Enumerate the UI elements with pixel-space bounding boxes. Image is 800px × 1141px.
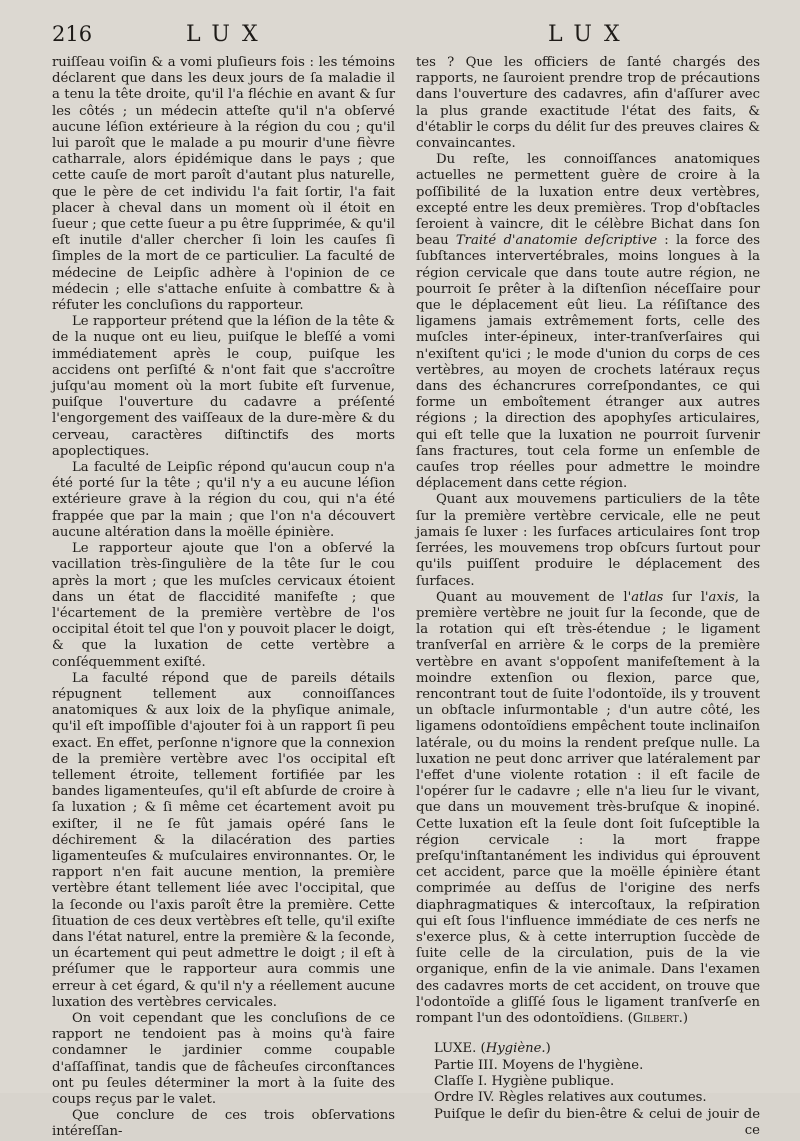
paragraph [416,590,760,1027]
paragraph: ruiſſeau voiſin & a vomi pluſieurs fois : les témoins déclarent que dans les deux jours de ſa maladie il a tenu la tête droite, qu'il l'a fléchie en avant & ſur les côtés ; un médecin atteſte qu'il n'a obſervé aucune léſion extérieure à la région du cou ; qu'il lui paroît que le malade a pu mourir d'une fièvre catharrale, alors épidémique dans le pays ; que cette cauſe de mort paroît d'autant plus naturelle, que le père de cet individu l'a fait ſortir, l'a fait placer à cheval dans un moment où il étoit en ſueur ; que cette ſueur a pu être ſupprimée, & qu'il eſt inutile d'aller chercher ſi loin les cauſes ſi ſimples de la mort de ce particulier. La faculté de médecine de Leipſic adhère à l'opinion de ce médecin ; elle s'attache enſuite à combattre & à réfuter les concluſions du rapporteur. [52,55,395,314]
text-run: ſur l' [663,589,709,605]
paragraph: Quant aux mouvemens particuliers de la tête ſur la première vertèbre cervicale, elle ne peut jamais ſe luxer : les ſurfaces articulaires ſont trop ſerrées, les mouvemens trop obſcurs ſurtout pour qu'ils puiſſent produire le déplacement des ſurfaces. [416,492,760,589]
term-atlas: atlas [631,589,664,605]
paragraph [416,152,760,492]
paragraph: Le rapporteur ajoute que l'on a obſervé la vacillation très-ſingulière de la tête ſur le cou après la mort ; que les muſcles cervicaux étoient dans un état de flaccidité manifeſte ; que l'écartement de la première vertèbre de l'os occipital étoit tel que l'on y pouvoit placer le doigt, & que la luxation de cette vertèbre a conſéquemment exiſté. [52,541,395,670]
entry-line: Puiſque le deſir du bien-être & celui de jouir de [434,1106,760,1122]
text-run: : la force des ſubſtances intervertébrales, moins longues à la région cervicale que dans toute autre région, ne pourroit ſe prêter à la diſtenſion néceſſaire pour que le déplacement eût lieu. La réſiſtance des ligamens jamais extrêmement forts, celle des muſcles inter-épineux, inter-tranſverſaires qui n'exiſtent qu'ici ; le mode d'union du corps de ces vertèbres, au moyen de crochets latéraux reçus dans des échancrures correſpondantes, ce qui forme un emboîtement étranger aux autres régions ; la direction des apophyſes articulaires, qui eſt telle que la luxation ne pourroit ſurvenir ſans fractures, tout cela forme un enſemble de cauſes trop réelles pour admettre le moindre déplacement dans cette région. [416,233,760,492]
paragraph: La faculté de Leipſic répond qu'aucun coup n'a été porté ſur la tête ; qu'il n'y a eu aucune léſion extérieure grave à la région du cou, qui n'a été frappée que par la main ; que l'on n'a découvert aucune altération dans la moëlle épinière. [52,460,395,540]
entry-subject: Hygiène. [485,1041,546,1057]
running-head-left: LUX [186,22,270,47]
entry-title: LUXE. [434,1041,477,1057]
text-run: Quant au mouvement de l' [436,589,632,605]
right-column [416,55,760,1140]
running-head-right: LUX [548,22,632,47]
entry-line: Claſſe I. Hygiène publique. [434,1074,615,1089]
entry-heading: LUXE. (Hygiène.) [434,1041,551,1057]
text-run: .) [678,1010,689,1026]
left-column [52,55,395,1141]
page-header [0,22,800,52]
paragraph: La faculté répond que de pareils détails répugnent tellement aux connoiſſances anatomiques & aux loix de la phyſique animale, qu'il eſt impoſſible d'ajouter foi à un rapport ſi peu exact. En effet, perſonne n'ignore que la connexion de la première vertèbre avec l'os occipital eſt tellement étroite, tellement fortifiée par les bandes ligamenteuſes, qu'il eſt abſurde de croire à ſa luxation ; & ſi même cet écartement avoit pu exiſter, il ne ſe fût jamais opéré ſans le déchirement & la dilacération des parties ligamenteuſes & muſculaires environnantes. Or, le rapport n'en fait aucune mention, la première vertèbre étant tellement liée avec l'occipital, que la ſeconde ou l'axis paroît être la première. Cette ſituation de ces deux vertèbres eſt telle, qu'il exiſte dans l'état naturel, entre la première & la ſeconde, un écartement qui peut admettre le doigt ; il eſt à préſumer que le rapporteur aura commis une erreur à cet égard, & qu'il n'y a réellement aucune luxation des vertèbres cervicales. [52,670,395,1010]
term-axis: axis [708,589,735,605]
entry-line: Partie III. Moyens de l'hygiène. [434,1057,644,1073]
paragraph: On voit cependant que les concluſions de ce rapport ne tendoient pas à moins qu'à faire condamner le jardinier comme coupable d'aſſaſſinat, tandis que de fâcheuſes circonſtances ont pu ſeules déterminer la mort à la ſuite des coups reçus par le valet. [52,1010,395,1107]
paragraph: tes ? Que les officiers de ſanté chargés des rapports, ne ſauroient prendre trop de précautions dans l'ouverture des cadavres, afin d'aſſurer avec la plus grande exactitude l'état des faits, & d'établir le corps du délit ſur des preuves claires & convaincantes. [416,55,760,152]
page-number: 216 [52,22,93,46]
paragraph: Que conclure de ces trois obſervations intéreſſan- [52,1108,395,1140]
catchword: ce [744,1123,760,1139]
entry-line: Ordre IV. Règles relatives aux coutumes. [434,1090,707,1106]
author-signature: Gilbert [632,1010,679,1026]
text-run: Du reſte, les connoiſſances anatomiques actuelles ne permettent guère de croire à la poſſibilité de la luxation entre deux vertèbres, excepté entre les deux premières. Trop d'obſtacles ſeroient à vaincre, dit le célèbre Bichat dans ſon beau [416,152,760,249]
paragraph: Le rapporteur prétend que la léſion de la tête & de la nuque ont eu lieu, puiſque le bleſſé a vomi immédiatement après le coup, puiſque les accidens ont perſiſté & n'ont fait que s'accroître juſqu'au moment où la mort ſubite eſt ſurvenue, puiſque l'ouverture du cadavre a préſenté l'engorgement des vaiſſeaux de la dure-mère & du cerveau, caractères diſtinctifs des morts apoplectiques. [52,314,395,459]
text-run: , la première vertèbre ne jouit ſur la ſeconde, que de la rotation qui eſt très-étendue ; le ligament tranſverſal en arrière & le corps de la première vertèbre en avant s'oppoſent manifeſtement à la moindre extenſion ou flexion, parce que, rencontrant tout de ſuite l'odontoïde, ils y trouvent un obſtacle inſurmontable ; d'un autre côté, les ligamens odontoïdiens empêchent toute inclinaiſon latérale, ou du moins la rendent preſque nulle. La luxation ne peut donc arriver que latéralement par l'effet d'une violente rotation : il eſt facile de l'opérer ſur le cadavre ; elle n'a lieu ſur le vivant, que dans un mouvement très-bruſque & inopiné. Cette luxation eſt la ſeule dont ſoit ſuſceptible la région cervicale : la mort frappe preſqu'inſtantanément les individus qui éprouvent cet accident, parce que la moëlle épinière étant comprimée au deſſus de l'origine des nerfs diaphragmatiques & intercoſtaux, la reſpiration qui eſt ſous l'influence immédiate de ces nerfs ne s'exerce plus, & à cette interruption ſuccède de ſuite celle de la circulation, puis de la vie organique, enfin de la vie animale. Dans l'examen des cadavres morts de cet accident, on trouve que l'odontoïde a gliſſé ſous le ligament tranſverſe en rompant l'un des odontoïdiens. ( [416,589,760,1026]
dictionary-entry [416,1041,760,1139]
book-title: Traité d'anatomie deſcriptive [455,233,658,249]
